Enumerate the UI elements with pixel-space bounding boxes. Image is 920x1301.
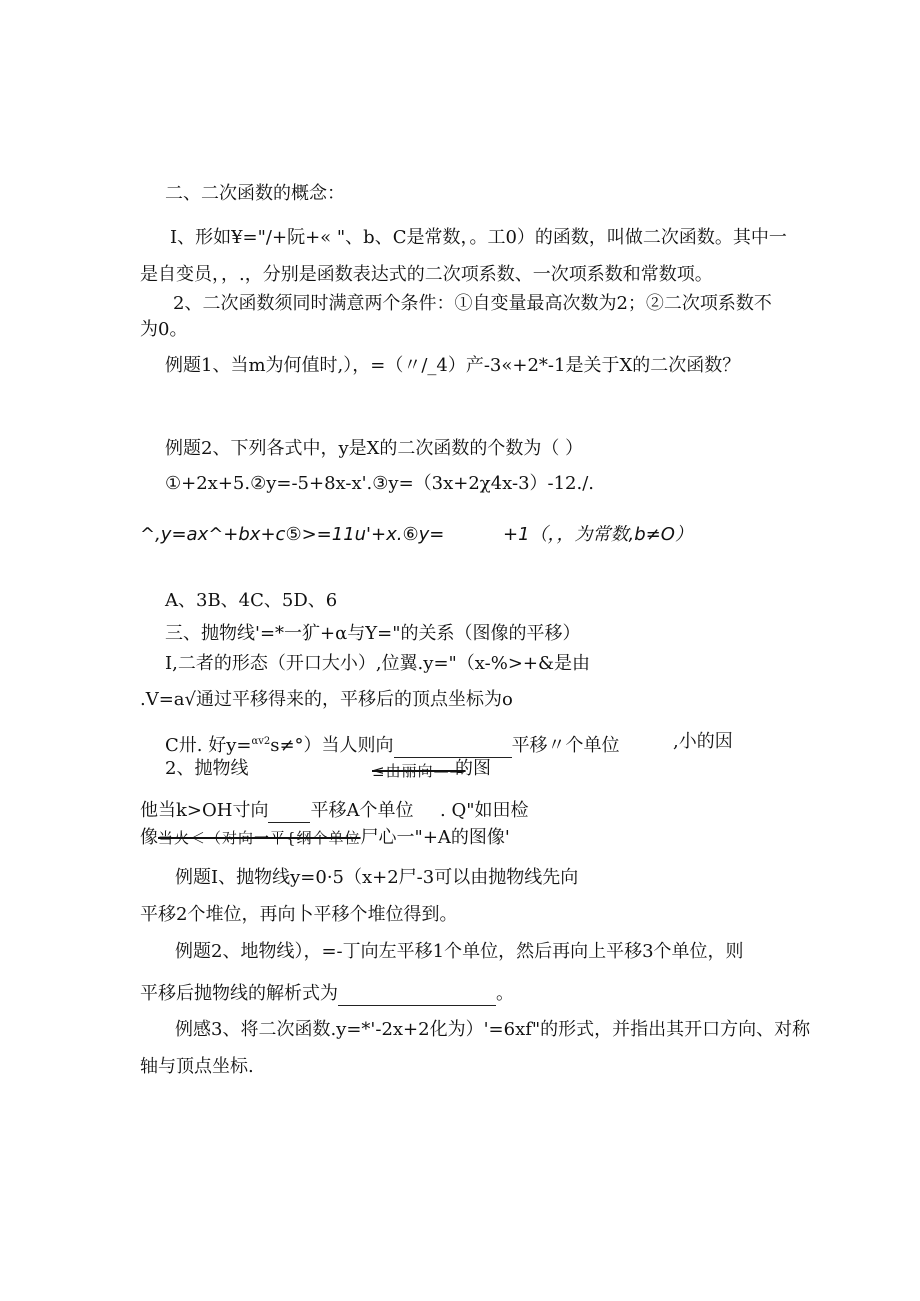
answer-blank[interactable] (338, 987, 496, 1006)
translation-line-2: .V=a√通过平移得来的，平移后的顶点坐标为o (140, 689, 513, 710)
example-2-options-1: ①+2x+5.②y=-5+8x-x'.③y=（3x+2χ4x-3）-12./. (165, 473, 595, 494)
translation-line-5: 他当k>OH寸向 平移A个单位 (140, 800, 414, 821)
example-2-options-2a: ^,y=ax^+bx+c⑤>=11u'+x.⑥y= (140, 524, 445, 545)
example-translation-2-line-1: 例题2、地物线），=-丁向左平移1个单位，然后再向上平移3个单位，则 (175, 941, 744, 962)
example-3-line-1: 例感3、将二次函数.y=*'-2x+2化为）'=6xf"的形式，并指出其开口方向、对称 (175, 1019, 811, 1040)
example-2-options-2b: +1（，，为常数,b≠O） (503, 524, 693, 545)
example-translation-2-line-2: 平移后抛物线的解析式为 。 (140, 983, 514, 1004)
example-2-answers: A、3B、4C、5D、6 (165, 590, 338, 611)
translation-line-6: 像当火＜（对向一平{纲个单位尸心一"+A的图像' (140, 827, 510, 848)
translation-line-1: I,二者的形态（开口大小）,位翼.y="（x-%>+&是由 (165, 653, 591, 674)
translation-line-3: C卅. 好y=$^{\alpha v2}$s≠°）当人则向 平移〃个单位 (165, 735, 620, 756)
translation-line-3-end: ,小的因 (673, 731, 733, 752)
answer-blank[interactable] (268, 804, 310, 823)
section-heading-translation: 三、抛物线'=*一犷+α与Y="的关系（图像的平移） (165, 623, 581, 644)
answer-blank[interactable] (394, 739, 512, 758)
example-translation-1-line-2: 平移2个堆位，再向卜平移个堆位得到。 (140, 904, 458, 925)
struck-text-2: 当火＜（对向一平{纲个单位 (158, 829, 361, 847)
section-heading-concept: 二、二次函数的概念： (165, 183, 345, 204)
example-2-question: 例题2、下列各式中，y是X的二次函数的个数为（ ） (165, 438, 584, 459)
translation-line-5-end: . Q"如田检 (440, 800, 529, 821)
condition-line-1: 2、二次函数须同时满意两个条件：①自变量最高次数为2；②二次项系数不 (173, 293, 772, 314)
example-3-line-2: 轴与顶点坐标. (140, 1056, 254, 1077)
translation-line-4a: 2、抛物线 (165, 758, 249, 779)
example-1: 例题1、当m为何值时,），=（〃/_4）产-3«+2*-1是关于X的二次函数？ (165, 355, 741, 376)
example-translation-1-line-1: 例题I、抛物线y=0·5（x+2尸-3可以由抛物线先向 (175, 867, 579, 888)
definition-line-2: 是自变员，，.，分别是函数表达式的二次项系数、一次项系数和常数项。 (140, 264, 713, 285)
struck-text-1: ≤由丽向—— (372, 762, 466, 780)
translation-line-4c: 的图 (455, 758, 491, 779)
definition-line-1: I、形如¥="/+阮+« "、b、C是常数，。工0）的函数，叫做二次函数。其中一 (170, 227, 787, 248)
condition-line-2: 为0。 (140, 319, 188, 340)
